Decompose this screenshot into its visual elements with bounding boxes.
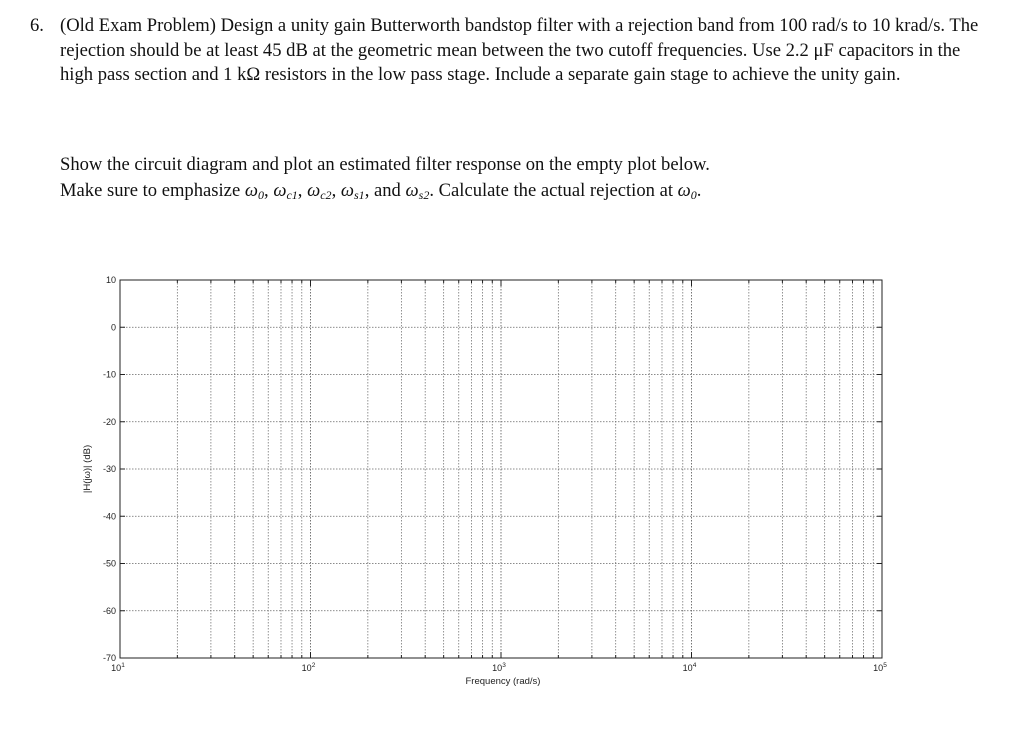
y-tick-label: 10 (105, 275, 116, 285)
plot-svg (0, 250, 1024, 710)
x-tick-label: $10^4$ (682, 662, 697, 673)
y-tick-label: -10 (102, 369, 116, 380)
y-tick-label: -60 (102, 605, 116, 616)
x-axis-label: Frequency (rad/s) (465, 676, 541, 687)
problem-text: (Old Exam Problem) Design a unity gain Butterworth bandstop filter with a rejection band from 100 rad/s to 10 krad/s. The rejection should be at least 45 dB at the geometric mean between the two cutoff frequencies. Use 2.2 μF capacitors in the high pass section and 1 kΩ resistors in the low pass stage. Include a separate gain stage to achieve the unity gain. (60, 15, 979, 86)
y-tick-label: -50 (102, 558, 116, 569)
omega-0-final: $\omega_0$ (677, 180, 697, 202)
instructions-line-1: Show the circuit diagram and plot an estimated filter response on the empty plot below. (60, 154, 710, 175)
x-tick-label: $10^3$ (492, 662, 506, 673)
x-tick-label: $10^5$ (873, 662, 887, 673)
instructions (60, 152, 990, 204)
empty-response-plot (0, 250, 1024, 710)
omega-s1: $\omega_{s1}$ (340, 180, 365, 202)
problem-statement (30, 14, 990, 88)
omega-0: $\omega_0$ (244, 180, 264, 202)
and-word: and (374, 180, 401, 201)
omega-s2: $\omega_{s2}$ (405, 180, 430, 202)
calculate-text: . Calculate the actual rejection at (429, 180, 673, 201)
y-tick-label: -20 (102, 416, 116, 427)
x-tick-label: $10^1$ (111, 662, 125, 673)
y-tick-label: -30 (102, 464, 116, 474)
omega-c2: $\omega_{c2}$ (307, 180, 332, 202)
problem-number: 6. (30, 15, 44, 36)
x-tick-label: $10^2$ (301, 662, 316, 673)
instructions-line-2: Make sure to emphasize $\omega_0$, $\omega_{c1}$, $\omega_{c2}$, $\omega_{s1}$, and $\omega_{s2}$. Calculate the actual rejection at $\omega_0$. (60, 180, 702, 202)
y-axis-label: |H(jω)| (dB) (82, 444, 93, 494)
emphasize-prefix: Make sure to emphasize (60, 180, 241, 201)
y-tick-label: -40 (102, 511, 116, 522)
omega-c1: $\omega_{c1}$ (273, 180, 298, 202)
y-tick-label: 0 (110, 322, 116, 333)
y-tick-label: -70 (102, 653, 116, 663)
